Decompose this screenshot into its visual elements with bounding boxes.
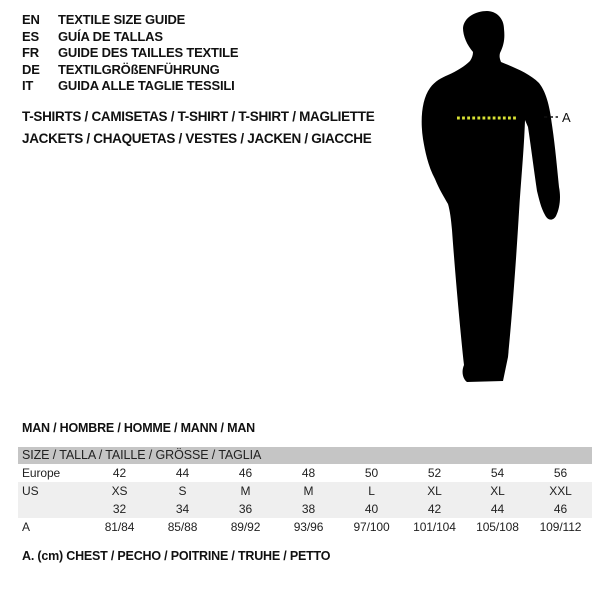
language-label: GUIDE DES TAILLES TEXTILE — [58, 45, 239, 61]
size-table — [18, 447, 592, 536]
language-label: GUIDA ALLE TAGLIE TESSILI — [58, 78, 235, 94]
table-cell: XS — [111, 484, 128, 498]
language-code: IT — [22, 78, 34, 94]
table-cell: 89/92 — [230, 520, 261, 534]
language-code: EN — [22, 12, 40, 27]
language-code: ES — [22, 28, 39, 44]
table-row-us-numeric — [18, 500, 592, 518]
table-cell: XL — [427, 484, 442, 498]
size-table-header: SIZE / TALLA / TAILLE / GRÖSSE / TAGLIA — [18, 447, 592, 464]
table-cell: 85/88 — [167, 520, 198, 534]
man-silhouette — [422, 11, 560, 382]
language-row-de — [22, 62, 238, 79]
table-cell: M — [303, 484, 314, 498]
language-row-es — [22, 29, 238, 46]
language-label: TEXTILE SIZE GUIDE — [58, 12, 186, 27]
table-cell: 50 — [364, 466, 379, 480]
table-cell: 101/104 — [413, 520, 456, 534]
table-cell: S — [178, 484, 187, 498]
man-figure — [400, 0, 600, 412]
language-code: FR — [22, 45, 39, 61]
table-cell: 42 — [427, 502, 442, 516]
category-tshirts: T-SHIRTS / CAMISETAS / T-SHIRT / T-SHIRT / MAGLIETTE — [22, 109, 375, 124]
table-cell: 97/100 — [353, 520, 390, 534]
table-cell: 93/96 — [293, 520, 324, 534]
table-cell: XXL — [549, 484, 572, 498]
table-row-us-letter — [18, 482, 592, 500]
row-label: Europe — [22, 466, 61, 480]
row-label: US — [22, 484, 39, 498]
table-cell: M — [240, 484, 251, 498]
table-cell: 46 — [238, 466, 253, 480]
table-cell: 38 — [301, 502, 316, 516]
table-cell: L — [368, 484, 375, 498]
language-list — [22, 12, 238, 95]
table-row-europe — [18, 464, 592, 482]
table-cell: 36 — [238, 502, 253, 516]
table-cell: 42 — [112, 466, 127, 480]
table-cell: 44 — [490, 502, 505, 516]
table-cell: 52 — [427, 466, 442, 480]
category-jackets: JACKETS / CHAQUETAS / VESTES / JACKEN / GIACCHE — [22, 130, 372, 146]
table-row-chest-a — [18, 518, 592, 536]
measurement-footnote: A. (cm) CHEST / PECHO / POITRINE / TRUHE / PETTO — [22, 549, 331, 563]
table-cell: 32 — [112, 502, 127, 516]
category-list — [22, 106, 374, 149]
row-label: A — [22, 520, 30, 534]
table-cell: 56 — [553, 466, 568, 480]
language-label: TEXTILGRÖßENFÜHRUNG — [58, 61, 220, 77]
measure-label-a: A — [562, 110, 571, 125]
table-cell: 109/112 — [539, 520, 582, 534]
language-code: DE — [22, 61, 40, 77]
table-cell: 40 — [364, 502, 379, 516]
table-cell: XL — [490, 484, 505, 498]
language-row-fr — [22, 45, 238, 62]
table-cell: 105/108 — [476, 520, 519, 534]
table-cell: 46 — [553, 502, 568, 516]
section-title-man: MAN / HOMBRE / HOMME / MANN / MAN — [22, 421, 255, 435]
language-row-en — [22, 12, 238, 29]
table-cell: 54 — [490, 466, 505, 480]
table-cell: 44 — [175, 466, 190, 480]
language-label: GUÍA DE TALLAS — [58, 28, 163, 44]
row-label — [18, 500, 88, 518]
table-cell: 34 — [175, 502, 190, 516]
table-cell: 48 — [301, 466, 316, 480]
language-row-it — [22, 78, 238, 95]
table-cell: 81/84 — [104, 520, 135, 534]
